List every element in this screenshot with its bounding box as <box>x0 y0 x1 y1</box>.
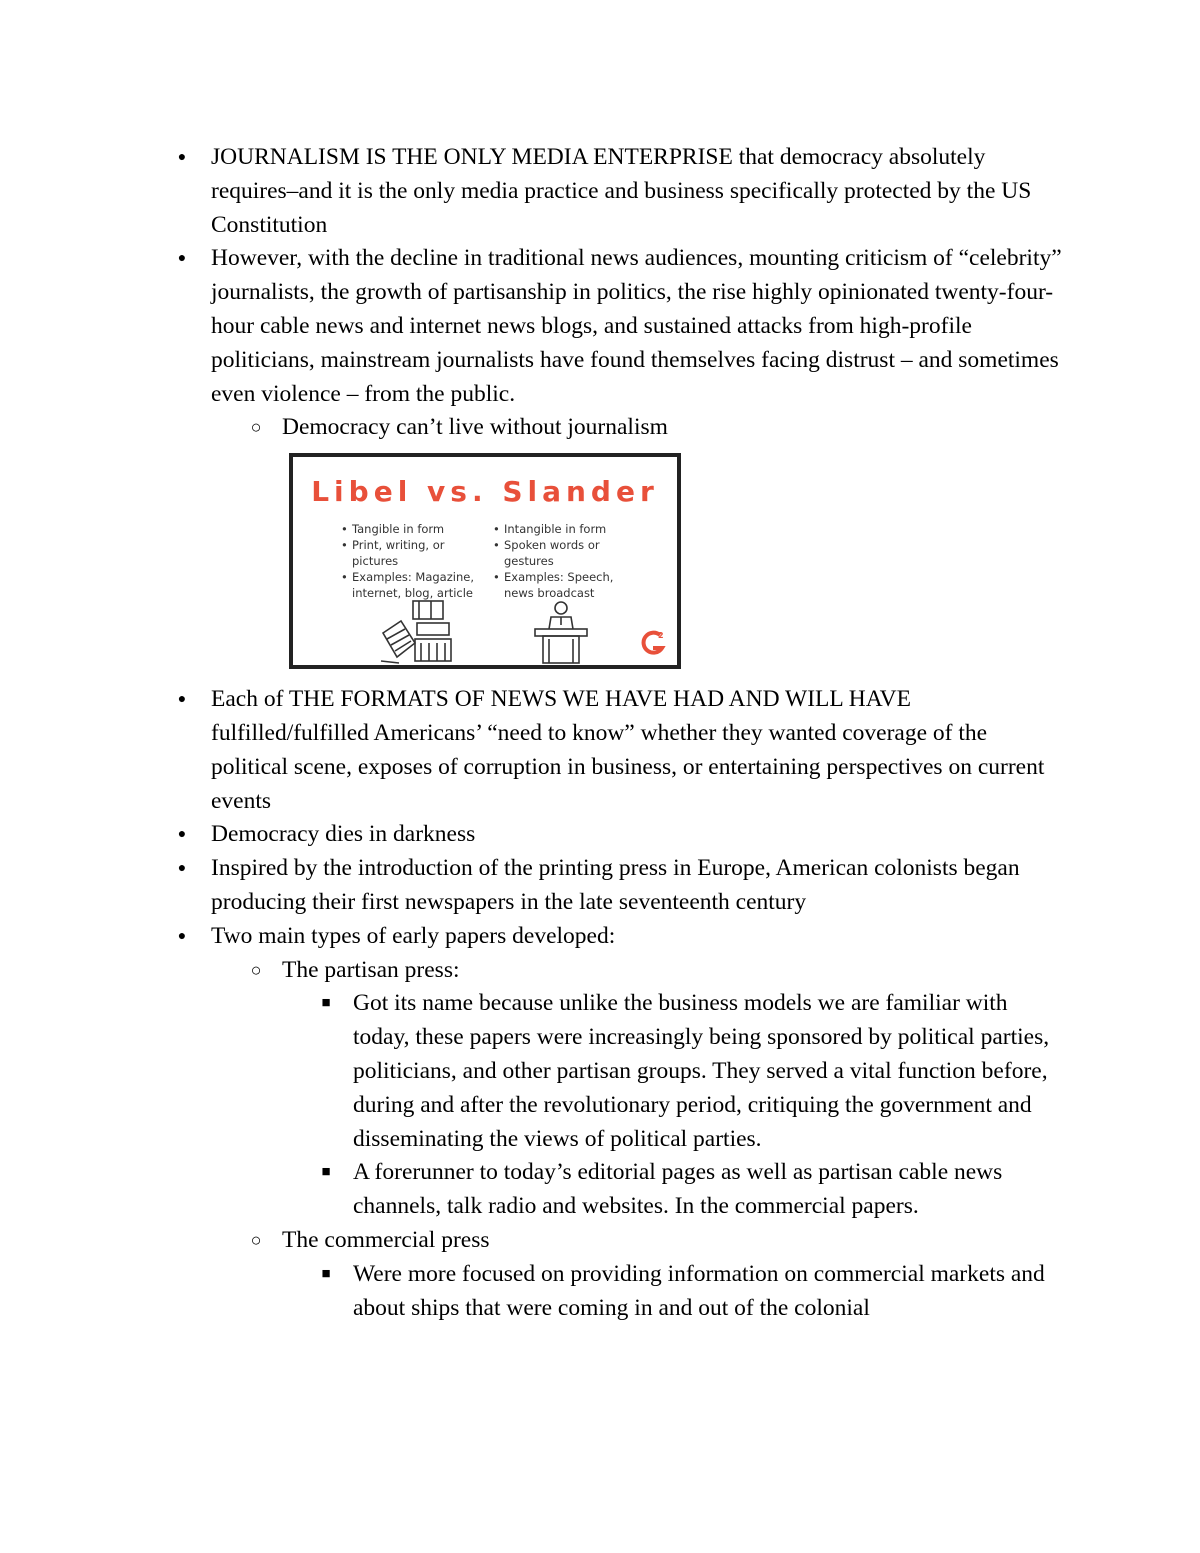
svg-text:2: 2 <box>658 631 664 641</box>
list-item-text: JOURNALISM IS THE ONLY MEDIA ENTERPRISE that democracy absolutely requires–and it is the only media practice and business specifically protected by the US Constitution <box>211 144 1032 238</box>
libel-point: • Examples: Magazine, internet, blog, article <box>341 569 491 601</box>
list-item-text: Were more focused on providing information on commercial markets and about ships that were coming in and out of the colonial <box>353 1260 1045 1321</box>
list-item <box>168 242 1068 411</box>
list-item-text: However, with the decline in traditional news audiences, mounting criticism of “celebrity” journalists, the growth of partisanship in politics, the rise highly opinionated twenty-four-hour cable news and internet news blogs, and sustained attacks from high-profile politicians, mainstream journalists have found themselves facing distrust – and sometimes even violence – from the public. <box>211 245 1062 407</box>
list-item <box>168 1156 1068 1224</box>
list-item <box>168 852 1068 920</box>
list-item <box>168 411 1068 445</box>
list-item-text: Democracy dies in darkness <box>211 821 476 848</box>
list-item-text: Two main types of early papers developed: <box>211 922 616 949</box>
list-item <box>168 987 1068 1156</box>
libel-column <box>341 521 491 601</box>
libel-point: • Print, writing, or pictures <box>341 537 491 569</box>
libel-vs-slander-figure <box>289 453 681 669</box>
slander-point: • Examples: Speech, news broadcast <box>493 569 643 601</box>
libel-point: • Tangible in form <box>341 521 491 537</box>
list-item <box>168 920 1068 954</box>
square-bullet-marker: ■ <box>321 995 331 1012</box>
list-item-text: Democracy can’t live without journalism <box>282 414 668 441</box>
printing-press-icon <box>379 599 459 665</box>
sub-bullet-marker: ○ <box>250 959 262 980</box>
list-item <box>168 818 1068 852</box>
bullet-marker: ● <box>177 861 187 877</box>
bullet-marker: ● <box>177 251 187 267</box>
list-item-text: A forerunner to today’s editorial pages as well as partisan cable news channels, talk radio and websites. In the commercial papers. <box>353 1159 1003 1220</box>
list-item <box>168 683 1068 818</box>
sub-bullet-marker: ○ <box>250 417 262 438</box>
slander-column <box>493 521 643 601</box>
square-bullet-marker: ■ <box>321 1265 331 1282</box>
sub-bullet-marker: ○ <box>250 1229 262 1250</box>
speaker-podium-icon <box>531 599 591 665</box>
list-item-text: Got its name because unlike the business models we are familiar with today, these papers were increasingly being sponsored by political parties, politicians, and other partisan groups. They served a vital function before, during and after the revolutionary period, critiquing the government and disseminating the views of political parties. <box>353 990 1050 1152</box>
list-item-text: Inspired by the introduction of the printing press in Europe, American colonists began producing their first newspapers in the late seventeenth century <box>211 855 1020 915</box>
list-item-text: The commercial press <box>282 1226 490 1253</box>
list-item-text: Each of THE FORMATS OF NEWS WE HAVE HAD AND WILL HAVE fulfilled/fulfilled Americans’ “need to know” whether they wanted coverage of the political scene, exposes of corruption in business, or entertaining perspectives on current events <box>211 686 1045 814</box>
bullet-marker: ● <box>177 150 187 165</box>
list-item <box>168 141 1068 242</box>
bullet-marker: ● <box>177 827 187 843</box>
g2-logo-icon <box>639 629 667 657</box>
list-item <box>168 1258 1068 1326</box>
figure-title: Libel vs. Slander <box>311 475 659 509</box>
slander-point: • Intangible in form <box>493 521 643 537</box>
bullet-marker: ● <box>177 928 187 944</box>
document-body <box>168 141 1068 1325</box>
list-item <box>168 1224 1068 1258</box>
bullet-marker: ● <box>177 692 187 708</box>
list-item <box>168 954 1068 988</box>
list-item-text: The partisan press: <box>282 956 460 983</box>
square-bullet-marker: ■ <box>321 1164 331 1181</box>
slander-point: • Spoken words or gestures <box>493 537 643 569</box>
